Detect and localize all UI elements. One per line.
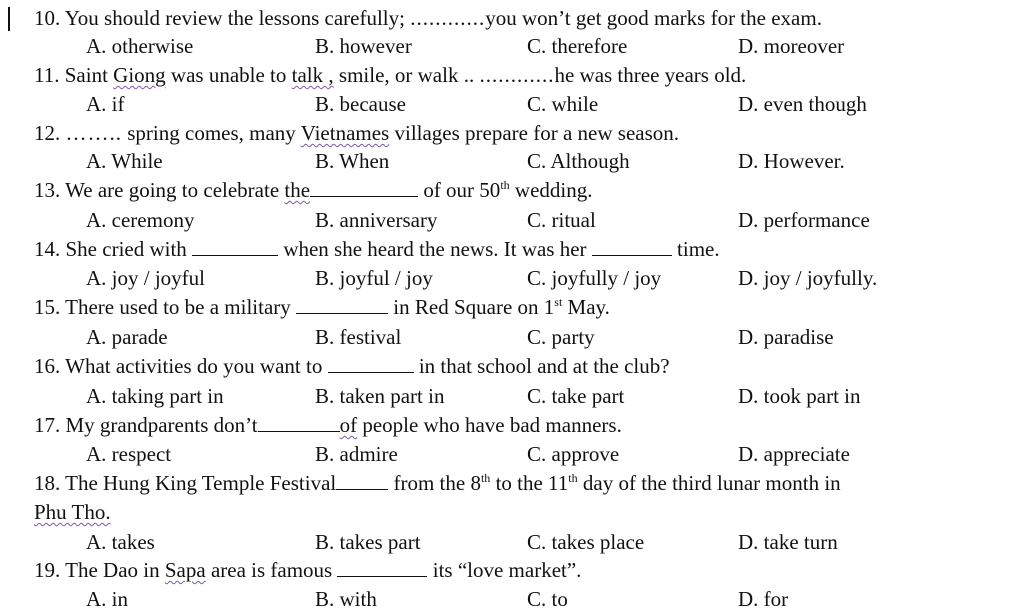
question-text: She cried with (65, 237, 193, 261)
question-text: spring comes, many (122, 121, 301, 145)
option-a: A. in (86, 587, 128, 611)
option-a: A. takes (86, 530, 155, 554)
question-number: 11. (34, 63, 60, 87)
option-c: C. ritual (527, 208, 596, 232)
question-14 (34, 237, 720, 261)
question-text: wedding. (509, 178, 593, 202)
option-d: D. took part in (738, 384, 861, 408)
question-13 (34, 178, 592, 202)
option-d: D. performance (738, 208, 870, 232)
option-c: C. take part (527, 384, 625, 408)
option-b: B. takes part (315, 530, 421, 554)
question-number: 10. (34, 6, 61, 30)
answer-blank (296, 295, 388, 314)
question-number: 15. (34, 295, 61, 319)
question-text: day of the third lunar month in (577, 471, 841, 495)
option-b: B. with (315, 587, 377, 611)
answer-blank (192, 237, 278, 256)
option-c: C. party (527, 325, 595, 349)
option-c: C. joyfully / joy (527, 266, 662, 290)
spellcheck-word: Giong (113, 63, 166, 87)
spellcheck-word: the (284, 178, 311, 202)
question-number: 17. (34, 413, 61, 437)
question-text: smile, or walk .. (333, 63, 480, 87)
question-11 (34, 63, 746, 87)
question-text: The Dao in (65, 558, 165, 582)
option-d: D. appreciate (738, 442, 850, 466)
spellcheck-word: Sapa (164, 558, 206, 582)
question-text: you won’t get good marks for the exam. (485, 6, 822, 30)
question-18-continuation (34, 500, 111, 524)
option-a: A. respect (86, 442, 172, 466)
question-text: its “love market”. (427, 558, 582, 582)
superscript: th (480, 471, 491, 485)
question-text: There used to be a military (65, 295, 297, 319)
option-d: D. even though (738, 92, 867, 116)
option-b: B. taken part in (315, 384, 445, 408)
question-text: May. (562, 295, 610, 319)
option-a: A. parade (86, 325, 168, 349)
question-text: was unable to (165, 63, 292, 87)
question-text: villages prepare for a new season. (389, 121, 680, 145)
option-a: A. otherwise (86, 34, 194, 58)
option-d: D. However. (738, 149, 845, 173)
question-16 (34, 354, 670, 378)
option-d: D. take turn (738, 530, 838, 554)
question-15 (34, 295, 610, 319)
spellcheck-word: Vietnames (300, 121, 390, 145)
spellcheck-word: Phu Tho. (34, 500, 111, 524)
option-c: C. Although (527, 149, 630, 173)
superscript: th (500, 178, 510, 192)
option-d: D. paradise (738, 325, 834, 349)
question-text: in that school and at the club? (413, 354, 670, 378)
spellcheck-word: talk , (291, 63, 334, 87)
question-number: 19. (34, 558, 61, 582)
option-a: A. ceremony (86, 208, 195, 232)
superscript: st (554, 295, 563, 309)
option-a: A. While (86, 149, 163, 173)
question-text: What activities do you want to (65, 354, 328, 378)
question-text: from the 8 (388, 471, 481, 495)
question-text: he was three years old. (554, 63, 747, 87)
question-text: time. (671, 237, 720, 261)
question-text: when she heard the news. It was her (278, 237, 592, 261)
question-12 (34, 121, 679, 145)
answer-blank: ............ (410, 6, 486, 30)
option-d: D. moreover (738, 34, 845, 58)
question-text: You should review the lessons carefully; (64, 6, 411, 30)
question-10 (34, 6, 822, 30)
answer-blank: …….. (65, 121, 122, 145)
option-b: B. anniversary (315, 208, 438, 232)
question-text: of our 50 (418, 178, 501, 202)
option-b: B. admire (315, 442, 398, 466)
question-text: in Red Square on 1 (388, 295, 555, 319)
question-text: area is famous (205, 558, 338, 582)
question-17 (34, 413, 622, 437)
option-c: C. while (527, 92, 599, 116)
option-b: B. because (315, 92, 406, 116)
option-c: C. to (527, 587, 568, 611)
spellcheck-word: of (339, 413, 358, 437)
text-cursor (8, 7, 10, 31)
answer-blank (310, 178, 418, 197)
answer-blank (258, 413, 340, 432)
question-text: people who have bad manners. (357, 413, 622, 437)
question-text: The Hung King Temple Festival (65, 471, 337, 495)
question-number: 13. (34, 178, 61, 202)
question-text: We are going to celebrate (65, 178, 285, 202)
answer-blank (592, 237, 672, 256)
question-19 (34, 558, 581, 582)
question-number: 14. (34, 237, 61, 261)
answer-blank (336, 471, 388, 490)
question-text: to the 11 (490, 471, 569, 495)
question-number: 12. (34, 121, 61, 145)
option-a: A. joy / joyful (86, 266, 205, 290)
question-number: 18. (34, 471, 61, 495)
superscript: th (568, 471, 578, 485)
option-d: D. joy / joyfully. (738, 266, 878, 290)
option-d: D. for (738, 587, 789, 611)
option-c: C. approve (527, 442, 620, 466)
option-c: C. takes place (527, 530, 645, 554)
option-c: C. therefore (527, 34, 628, 58)
question-text: My grandparents don’t (65, 413, 258, 437)
answer-blank (337, 558, 427, 577)
option-b: B. festival (315, 325, 402, 349)
question-18 (34, 471, 841, 495)
option-b: B. joyful / joy (315, 266, 433, 290)
answer-blank (328, 354, 414, 373)
question-number: 16. (34, 354, 61, 378)
option-a: A. if (86, 92, 125, 116)
option-b: B. When (315, 149, 390, 173)
option-b: B. however (315, 34, 412, 58)
option-a: A. taking part in (86, 384, 224, 408)
question-text: Saint (64, 63, 114, 87)
answer-blank: ............ (479, 63, 555, 87)
